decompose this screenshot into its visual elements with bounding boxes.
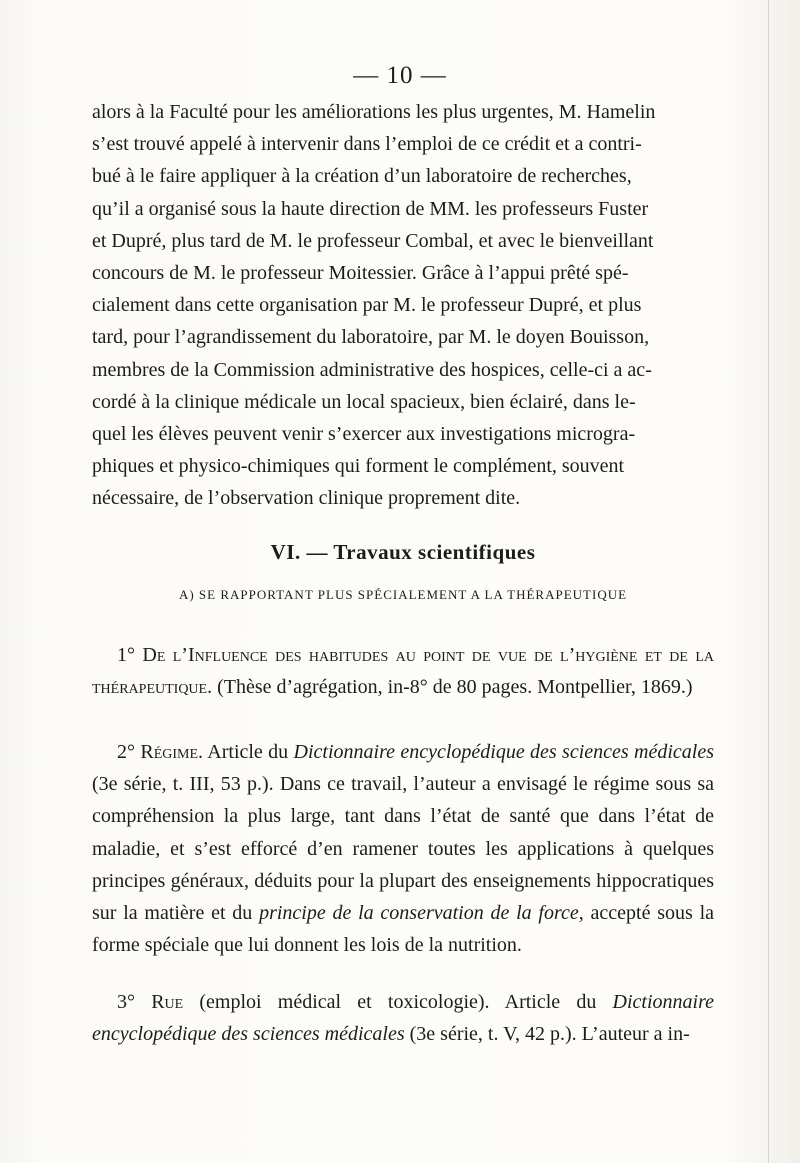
bibliography-entry-3 — [92, 986, 714, 1050]
intro-line: concours de M. le professeur Moitessier. Grâce à l’appui prêté spé - — [92, 257, 714, 289]
intro-line: alors à la Faculté pour les améliorations les plus urgentes, M. Hamelin — [92, 101, 656, 123]
entry-number: 3° — [117, 991, 135, 1013]
intro-line: membres de la Commission administrative des hospices, celle-ci a ac - — [92, 354, 714, 386]
intro-line: qu’il a organisé sous la haute direction de MM. les professeurs Fuster — [92, 197, 649, 220]
entry-title: Rue — [151, 991, 184, 1013]
entry-text: Article du — [207, 741, 289, 763]
intro-line: bué à le faire appliquer à la création d’un laboratoire de recherches, — [92, 165, 632, 188]
entry-details: (Thèse d’agrégation, in-8° de 80 pages. Montpellier, 1869.) — [217, 676, 693, 699]
entry-title: Régime. — [140, 741, 204, 763]
intro-line: s’est trouvé appelé à intervenir dans l’emploi de ce crédit et a contri - — [92, 128, 714, 160]
entry-text: accepté sous la forme spéciale que lui donnent les lois de la nutrition. — [92, 902, 714, 957]
intro-line: cordé à la clinique médicale un local spacieux, bien éclairé, dans le - — [92, 386, 714, 418]
page-number: — 10 — — [353, 62, 447, 89]
subsection-heading: A) SE RAPPORTANT PLUS SPÉCIALEMENT A LA THÉRAPEUTIQUE — [178, 587, 628, 602]
entry-title: De l’Influence des habitudes au point de vue de l’hygiène et de la thérapeutique. — [92, 644, 714, 699]
bibliography-entry-1 — [92, 639, 714, 703]
intro-line: phiques et physico-chimiques qui forment le complément, souvent — [92, 455, 625, 478]
entry-work-title: Dictionnaire encyclopédique des sciences médicales — [92, 991, 714, 1046]
entry-text: (3e série, t. V, 42 p.). L’auteur a in- — [409, 1023, 690, 1046]
entry-number: 1° — [117, 644, 135, 666]
intro-line: cialement dans cette organisation par M. le professeur Dupré, et plus — [92, 294, 642, 317]
entry-principle: principe de la conservation de la force, — [259, 902, 584, 925]
entry-work-title: Dictionnaire encyclopédique des sciences médicales — [293, 741, 715, 763]
intro-line: nécessaire, de l’observation clinique proprement dite. — [92, 487, 521, 510]
section-heading: VI. — Travaux scientifiques — [270, 540, 536, 564]
entry-text: (emploi médical et toxicologie). Article du — [199, 991, 597, 1013]
intro-line: tard, pour l’agrandissement du laboratoire, par M. le doyen Bouisson, — [92, 326, 650, 349]
intro-line: et Dupré, plus tard de M. le professeur Combal, et avec le bienveillant — [92, 229, 654, 252]
page-edge-shadow — [768, 0, 769, 1163]
entry-text: (3e série, t. III, 53 p.). Dans ce travail, l’auteur a envisagé le régime sous sa compréhension la plus large, tant dans l’état de santé que dans l’état de maladie, et s’est efforcé d’en ramener toutes les applications à quelques principes généraux, déduits pour la plupart des enseignements hippocratiques sur la matière et du — [92, 773, 714, 925]
entry-number: 2° — [117, 741, 135, 763]
intro-line: quel les élèves peuvent venir s’exercer aux investigations microgra - — [92, 418, 714, 450]
intro-paragraph — [92, 96, 714, 515]
bibliography-entry-2 — [92, 736, 714, 961]
